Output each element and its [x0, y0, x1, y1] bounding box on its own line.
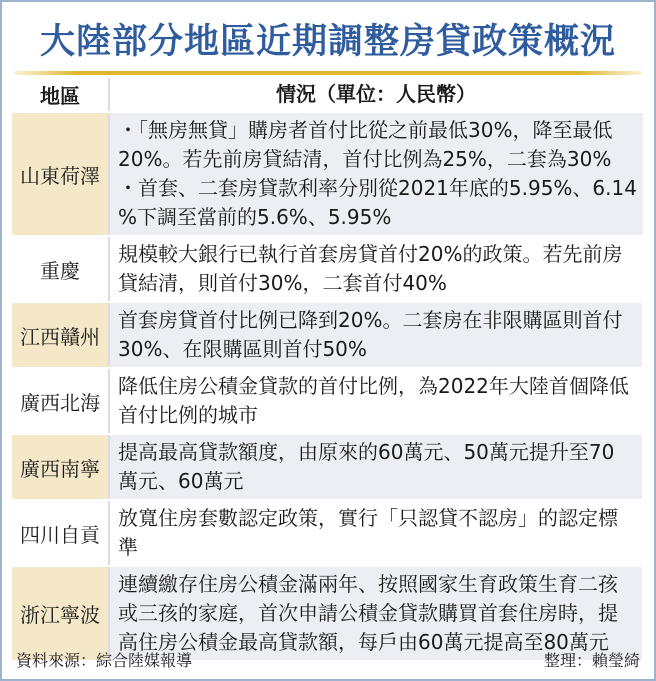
- region-cell: 重慶: [12, 237, 110, 301]
- status-cell: [110, 501, 642, 565]
- status-line: 或三孩的家庭，首次申請公積金貸款購買首套住房時，提: [118, 601, 618, 625]
- page-title: 大陸部分地區近期調整房貸政策概況: [39, 22, 616, 62]
- header-region: 地區: [12, 78, 110, 111]
- region-cell: 浙江寧波: [12, 567, 110, 660]
- title-divider: [14, 71, 642, 75]
- status-line: ・首套、二套房貸款利率分別從2021年底的5.95%、6.14: [118, 176, 637, 200]
- status-line: 貸結清，則首付30%，二套首付40%: [118, 271, 447, 295]
- table-row: [12, 303, 642, 367]
- status-line: 放寬住房套數認定政策，實行「只認貸不認房」的認定標: [118, 506, 618, 530]
- status-line: 連續繳存住房公積金滿兩年、按照國家生育政策生育二孩: [118, 572, 618, 596]
- footer: [16, 648, 640, 671]
- region-cell: 江西贛州: [12, 303, 110, 367]
- status-line: 規模較大銀行已執行首套房貸首付20%的政策。若先前房: [118, 242, 623, 266]
- status-cell: [110, 369, 642, 433]
- region-cell: 廣西南寧: [12, 435, 110, 499]
- table-row: [12, 113, 642, 235]
- region-cell: 廣西北海: [12, 369, 110, 433]
- status-line: 首套房貸首付比例已降到20%。二套房在非限購區則首付: [118, 308, 623, 332]
- status-line: 高住房公積金最高貸款額，每戶由60萬元提高至80萬元: [118, 630, 609, 654]
- table-row: [12, 501, 642, 565]
- status-line: ・「無房無貸」購房者首付比從之前最低30%，降至最低: [118, 118, 613, 142]
- status-cell: [110, 567, 642, 660]
- table-row: [12, 435, 642, 499]
- policy-table: [12, 78, 642, 662]
- status-line: 準: [118, 535, 138, 559]
- table-row: [12, 237, 642, 301]
- table-header: [12, 78, 642, 111]
- status-line: 提高最高貸款額度，由原來的60萬元、50萬元提升至70: [118, 440, 615, 464]
- table-row: [12, 369, 642, 433]
- status-cell: [110, 435, 642, 499]
- header-status: 情況（單位：人民幣）: [276, 82, 476, 106]
- status-cell: [110, 303, 642, 367]
- region-cell: 山東荷澤: [12, 113, 110, 235]
- status-cell: [110, 113, 643, 235]
- region-cell: 四川自貢: [12, 501, 110, 565]
- table-row: [12, 567, 642, 660]
- source-note: 資料來源：綜合陸媒報導: [16, 651, 193, 670]
- status-line: %下調至當前的5.6%、5.95%: [118, 205, 392, 229]
- status-line: 萬元、60萬元: [118, 469, 244, 493]
- status-line: 20%。若先前房貸結清，首付比例為25%，二套為30%: [118, 147, 612, 171]
- editor-note: 整理：賴瑩綺: [543, 651, 640, 670]
- status-line: 30%、在限購區則首付50%: [118, 337, 367, 361]
- status-line: 降低住房公積金貸款的首付比例，為2022年大陸首個降低: [118, 374, 629, 398]
- status-line: 首付比例的城市: [118, 403, 258, 427]
- status-cell: [110, 237, 642, 301]
